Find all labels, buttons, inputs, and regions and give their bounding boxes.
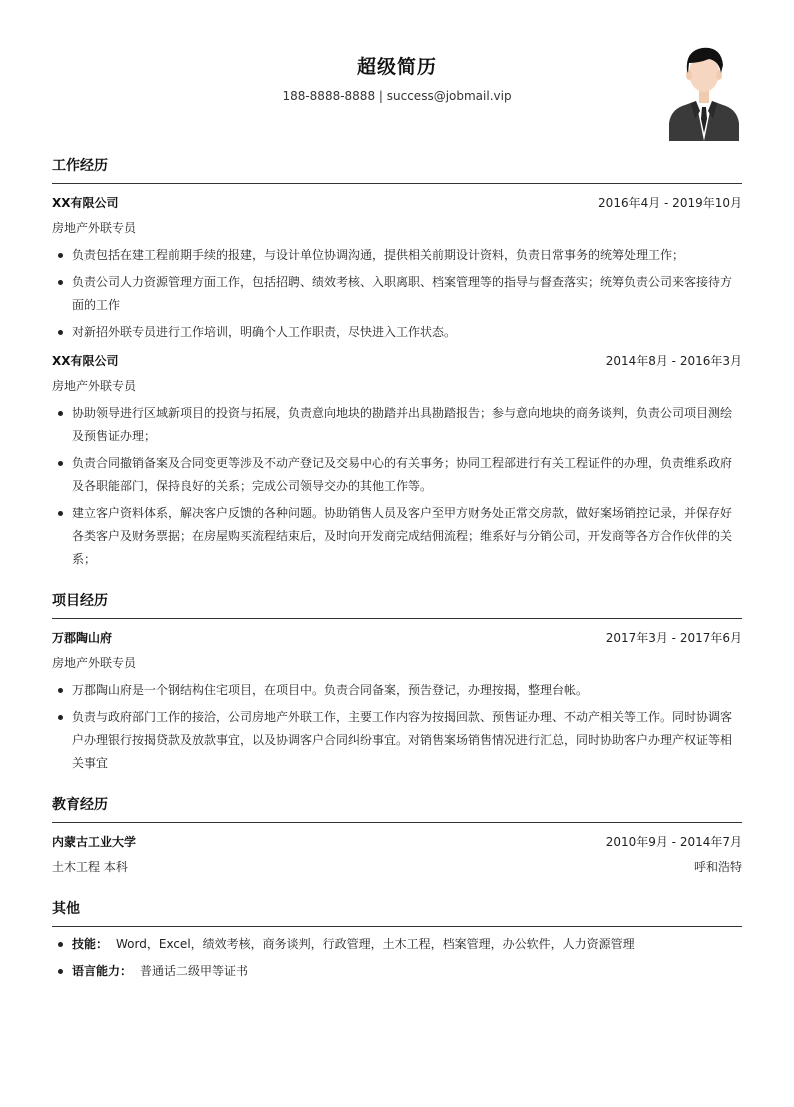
section-title: 工作经历 xyxy=(52,150,742,184)
section-title: 教育经历 xyxy=(52,789,742,823)
list-item xyxy=(52,960,742,983)
education-section xyxy=(52,789,742,879)
bullet-list xyxy=(52,402,742,571)
date-range: 2016年4月 - 2019年10月 xyxy=(598,196,742,210)
list-item: 万郡陶山府是一个钢结构住宅项目，在项目中。负责合同备案，预告登记，办理按揭，整理台帐。 xyxy=(52,679,742,702)
bullet-list xyxy=(52,244,742,344)
work-entry xyxy=(52,348,742,571)
work-entry xyxy=(52,190,742,344)
list-item: 负责包括在建工程前期手续的报建，与设计单位协调沟通，提供相关前期设计资料，负责日常事务的统筹处理工作； xyxy=(52,244,742,267)
education-entry xyxy=(52,829,742,879)
list-item: 负责合同撤销备案及合同变更等涉及不动产登记及交易中心的有关事务；协同工程部进行有关工程证件的办理，负责维系政府及各职能部门，保持良好的关系；完成公司领导交办的其他工作等。 xyxy=(52,452,742,498)
company-name: XX有限公司 xyxy=(52,196,119,210)
date-range: 2010年9月 - 2014年7月 xyxy=(605,835,742,849)
contact-info: 188-8888-8888 | success@jobmail.vip xyxy=(282,89,512,103)
skills-label: 技能： xyxy=(72,937,109,951)
section-title: 项目经历 xyxy=(52,585,742,619)
resume-page xyxy=(52,0,742,1107)
language-label: 语言能力： xyxy=(72,964,133,978)
avatar xyxy=(669,45,739,141)
work-section xyxy=(52,150,742,571)
list-item: 建立客户资料体系，解决客户反馈的各种问题。协助销售人员及客户至甲方财务处正常交房款，做好案场销控记录，并保存好各类客户及财务票据；在房屋购买流程结束后，及时向开发商完成结佣流程；维系好与分销公司，开发商等各方合作伙伴的关系； xyxy=(52,502,742,571)
major-degree: 土木工程 本科 xyxy=(52,860,128,874)
date-range: 2014年8月 - 2016年3月 xyxy=(605,354,742,368)
project-name: 万郡陶山府 xyxy=(52,631,113,645)
section-title: 其他 xyxy=(52,893,742,927)
company-name: XX有限公司 xyxy=(52,354,119,368)
date-range: 2017年3月 - 2017年6月 xyxy=(605,631,742,645)
job-title: 房地产外联专员 xyxy=(52,656,137,670)
city: 呼和浩特 xyxy=(693,860,742,874)
job-title: 房地产外联专员 xyxy=(52,379,137,393)
list-item: 负责公司人力资源管理方面工作，包括招聘、绩效考核、入职离职、档案管理等的指导与督查落实；统筹负责公司来客接待方面的工作 xyxy=(52,271,742,317)
candidate-name: 超级简历 xyxy=(356,56,437,78)
school-name: 内蒙古工业大学 xyxy=(52,835,137,849)
resume-header xyxy=(52,0,742,150)
bullet-list xyxy=(52,933,742,983)
other-section xyxy=(52,893,742,983)
bullet-list xyxy=(52,679,742,775)
list-item: 协助领导进行区域新项目的投资与拓展，负责意向地块的勘踏并出具勘踏报告；参与意向地块的商务谈判，负责公司项目测绘及预售证办理； xyxy=(52,402,742,448)
project-section xyxy=(52,585,742,775)
list-item: 对新招外联专员进行工作培训，明确个人工作职责，尽快进入工作状态。 xyxy=(52,321,742,344)
job-title: 房地产外联专员 xyxy=(52,221,137,235)
project-entry xyxy=(52,625,742,775)
list-item: 负责与政府部门工作的接洽，公司房地产外联工作，主要工作内容为按揭回款、预售证办理、不动产相关等工作。同时协调客户办理银行按揭贷款及放款事宜，以及协调客户合同纠纷事宜。对销售案场销售情况进行汇总，同时协助客户办理产权证等相关事宜 xyxy=(52,706,742,775)
list-item xyxy=(52,933,742,956)
language-text: 普通话二级甲等证书 xyxy=(140,964,249,978)
skills-text: Word，Excel，绩效考核，商务谈判，行政管理，土木工程，档案管理，办公软件，人力资源管理 xyxy=(116,937,635,951)
